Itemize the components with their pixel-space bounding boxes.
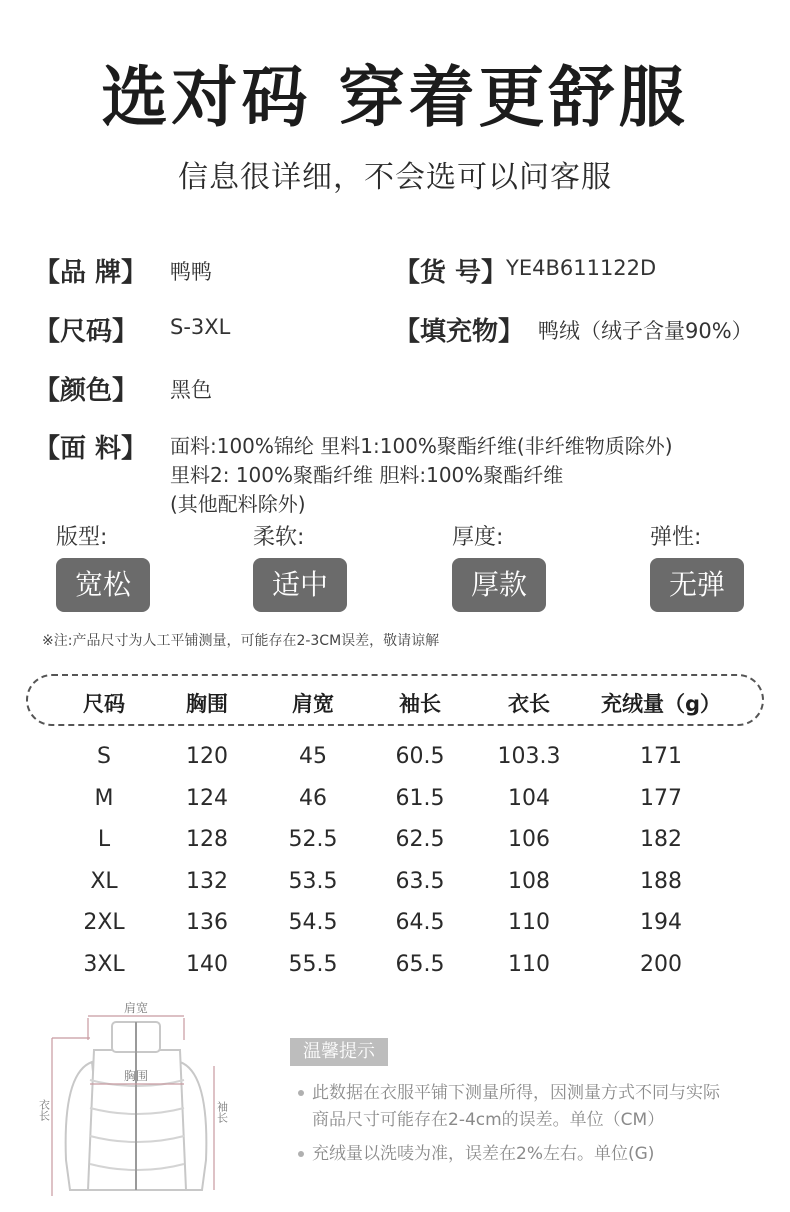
page-subtitle: 信息很详细，不会选可以问客服 (178, 160, 612, 195)
color-label: 【颜色】 (34, 376, 139, 406)
elasticity-label: 弹性: (650, 525, 702, 550)
size-table-cell: 110 (508, 952, 550, 977)
size-table-header-cell: 充绒量（g） (600, 692, 722, 716)
size-table-cell: L (97, 827, 111, 852)
fabric-label: 【面 料】 (34, 434, 148, 464)
bullet-dot (298, 1151, 304, 1157)
size-label: 【尺码】 (34, 317, 139, 347)
size-table-cell: 54.5 (288, 910, 338, 935)
size-table-header-cell: 尺码 (83, 692, 125, 716)
tip-item (298, 1141, 654, 1168)
size-value: S-3XL (170, 315, 231, 339)
size-table-cell: 106 (508, 827, 550, 852)
sku-value: YE4B611122D (506, 256, 657, 280)
tip-text: 此数据在衣服平铺下测量所得，因测量方式不同与实际 (312, 1083, 720, 1103)
size-table-cell: 140 (186, 952, 228, 977)
chest-label: 胸围 (123, 1069, 149, 1083)
size-table-cell: 194 (640, 910, 682, 935)
size-table-cell: 120 (186, 744, 228, 769)
tip-text: 充绒量以洗唛为准，误差在2%左右。单位(G) (312, 1144, 655, 1164)
fabric-details (170, 432, 673, 519)
size-table-header-cell: 袖长 (399, 692, 441, 716)
size-table-cell: 52.5 (288, 827, 338, 852)
size-table-cell: 182 (640, 827, 682, 852)
tips-title: 温馨提示 (290, 1038, 388, 1066)
size-table-cell: 65.5 (395, 952, 445, 977)
tip-item (298, 1080, 720, 1107)
size-table-cell: 46 (299, 786, 327, 811)
size-table-cell: 171 (640, 744, 682, 769)
size-table-cell: 124 (186, 786, 228, 811)
thickness-badge: 厚款 (452, 558, 546, 612)
fabric-line: 面料:100%锦纶 里料1:100%聚酯纤维(非纤维物质除外) (170, 434, 673, 458)
garment-measurement-diagram (30, 1000, 270, 1205)
softness-badge: 适中 (253, 558, 347, 612)
size-table-header-cell: 胸围 (186, 692, 228, 716)
filling-value: 鸭绒（绒子含量90%） (538, 319, 753, 343)
elasticity-badge: 无弹 (650, 558, 744, 612)
fit-badge: 宽松 (56, 558, 150, 612)
size-table-header-cell: 衣长 (508, 692, 550, 716)
sleeve-label: 袖长 (215, 1101, 229, 1123)
color-value: 黑色 (170, 378, 212, 402)
size-table-cell: 63.5 (395, 869, 445, 894)
page-title: 选对码 穿着更舒服 (101, 59, 689, 136)
size-table-header-cell: 肩宽 (292, 692, 334, 716)
shoulder-width-label: 肩宽 (123, 1001, 149, 1015)
tip-item-continued: 商品尺寸可能存在2-4cm的误差。单位（CM） (312, 1110, 665, 1130)
size-table-cell: 200 (640, 952, 682, 977)
size-table-cell: 64.5 (395, 910, 445, 935)
size-table-cell: 108 (508, 869, 550, 894)
length-label: 衣长 (37, 1099, 51, 1121)
size-table-cell: 128 (186, 827, 228, 852)
size-table-cell: S (97, 744, 111, 769)
measurement-note: ※注:产品尺寸为人工平铺测量，可能存在2-3CM误差，敬请谅解 (42, 633, 440, 649)
size-table-cell: M (94, 786, 114, 811)
size-table-cell: 53.5 (288, 869, 338, 894)
fabric-line: 里料2: 100%聚酯纤维 胆料:100%聚酯纤维 (170, 463, 564, 487)
fabric-line: (其他配料除外) (170, 492, 306, 516)
size-table-cell: XL (90, 869, 118, 894)
size-table-cell: 60.5 (395, 744, 445, 769)
size-table-cell: 55.5 (288, 952, 338, 977)
size-table-cell: 110 (508, 910, 550, 935)
fit-label: 版型: (56, 525, 108, 550)
brand-label: 【品 牌】 (34, 258, 148, 288)
brand-value: 鸭鸭 (170, 260, 212, 284)
softness-label: 柔软: (253, 525, 305, 550)
thickness-label: 厚度: (452, 525, 504, 550)
sku-label: 【货 号】 (394, 258, 508, 288)
size-table-cell: 45 (299, 744, 327, 769)
size-table-cell: 2XL (83, 910, 125, 935)
size-table-cell: 188 (640, 869, 682, 894)
bullet-dot (298, 1090, 304, 1096)
size-table-cell: 103.3 (497, 744, 561, 769)
size-table-cell: 136 (186, 910, 228, 935)
size-table-cell: 61.5 (395, 786, 445, 811)
size-table-cell: 3XL (83, 952, 125, 977)
filling-label: 【填充物】 (394, 317, 525, 347)
size-table-cell: 177 (640, 786, 682, 811)
size-table-cell: 62.5 (395, 827, 445, 852)
size-table-cell: 104 (508, 786, 550, 811)
size-table-cell: 132 (186, 869, 228, 894)
